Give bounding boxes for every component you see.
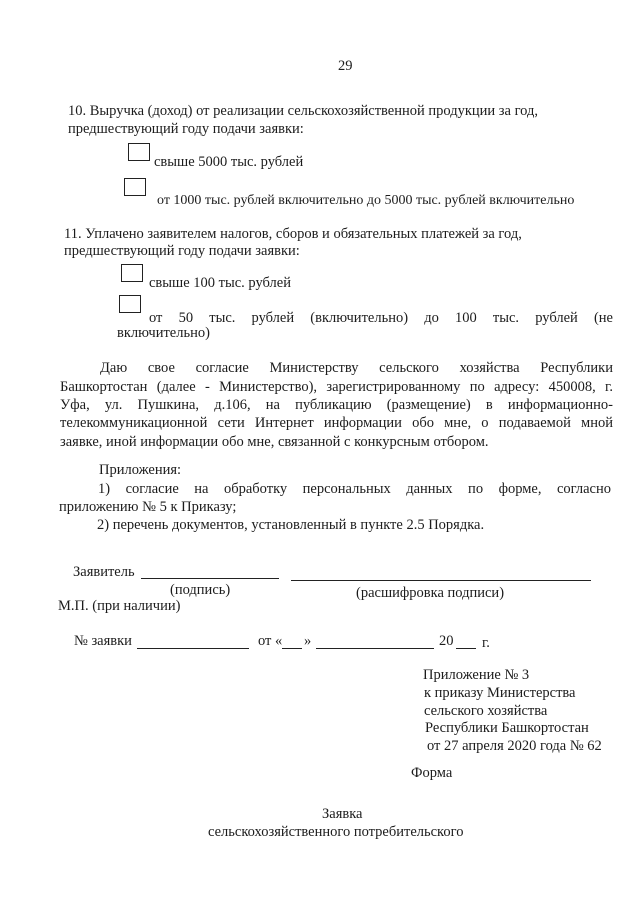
checkbox-taxes-over-100[interactable] (121, 264, 143, 282)
consent-line-5: заявке, иной информации обо мне, связанной с конкурсным отбором. (60, 434, 489, 450)
signature-decode-caption: (расшифровка подписи) (356, 585, 505, 601)
option-taxes-50-100-line-1: от 50 тыс. рублей (включительно) до 100 тыс. рублей (не (149, 310, 613, 326)
attachment-1-line-1: 1) согласие на обработку персональных данных по форме, согласно (98, 481, 611, 497)
application-year-field[interactable] (456, 648, 476, 649)
application-day-field[interactable] (282, 648, 302, 649)
consent-line-4: телекоммуникационной сети Интернет информации обо мне, о подаваемой мной (60, 415, 613, 431)
attachment-1-line-2: приложению № 5 к Приказу; (59, 499, 237, 515)
option-revenue-over-5000: свыше 5000 тыс. рублей (154, 154, 304, 170)
application-number-field[interactable] (137, 648, 249, 649)
stamp-label: М.П. (при наличии) (58, 598, 181, 614)
option-taxes-over-100: свыше 100 тыс. рублей (149, 275, 291, 291)
checkbox-revenue-over-5000[interactable] (128, 143, 150, 161)
consent-line-1: Даю свое согласие Министерству сельского хозяйства Республики (100, 360, 613, 376)
section-10-heading-line-1: 10. Выручка (доход) от реализации сельскохозяйственной продукции за год, (68, 103, 539, 119)
form-label: Форма (411, 765, 453, 781)
application-date-from-label: от « (258, 633, 283, 649)
checkbox-taxes-50-100[interactable] (119, 295, 141, 313)
applicant-label: Заявитель (73, 564, 135, 580)
appendix-header-line-4: Республики Башкортостан (425, 720, 589, 736)
attachments-title: Приложения: (99, 462, 182, 478)
application-number-label: № заявки (74, 633, 132, 649)
application-year-prefix: 20 (439, 633, 454, 649)
signature-decode-line[interactable] (291, 580, 591, 581)
section-11-heading-line-1: 11. Уплачено заявителем налогов, сборов и обязательных платежей за год, (64, 226, 522, 242)
appendix-header-line-1: Приложение № 3 (423, 667, 530, 683)
option-revenue-1000-5000: от 1000 тыс. рублей включительно до 5000 тыс. рублей включительно (157, 193, 575, 208)
section-11-heading-line-2: предшествующий году подачи заявки: (64, 243, 300, 259)
application-date-quote-close: » (304, 633, 312, 649)
appendix-header-line-2: к приказу Министерства (424, 685, 576, 701)
form-subtitle: сельскохозяйственного потребительского (208, 824, 464, 840)
application-year-suffix: г. (482, 635, 490, 651)
application-month-field[interactable] (316, 648, 434, 649)
attachment-2: 2) перечень документов, установленный в пункте 2.5 Порядка. (97, 517, 485, 533)
page-number: 29 (338, 58, 353, 74)
consent-line-3: Уфа, ул. Пушкина, д.106, на публикацию (размещение) в информационно- (60, 397, 613, 413)
consent-line-2: Башкортостан (далее - Министерство), зарегистрированному по адресу: 450008, г. (60, 379, 613, 395)
signature-line[interactable] (141, 578, 279, 579)
section-10-heading-line-2: предшествующий году подачи заявки: (68, 121, 304, 137)
appendix-header-line-3: сельского хозяйства (424, 703, 548, 719)
checkbox-revenue-1000-5000[interactable] (124, 178, 146, 196)
signature-caption: (подпись) (170, 582, 231, 598)
form-title: Заявка (322, 806, 363, 822)
appendix-header-line-5: от 27 апреля 2020 года № 62 (427, 738, 602, 754)
option-taxes-50-100-line-2: включительно) (117, 325, 210, 341)
